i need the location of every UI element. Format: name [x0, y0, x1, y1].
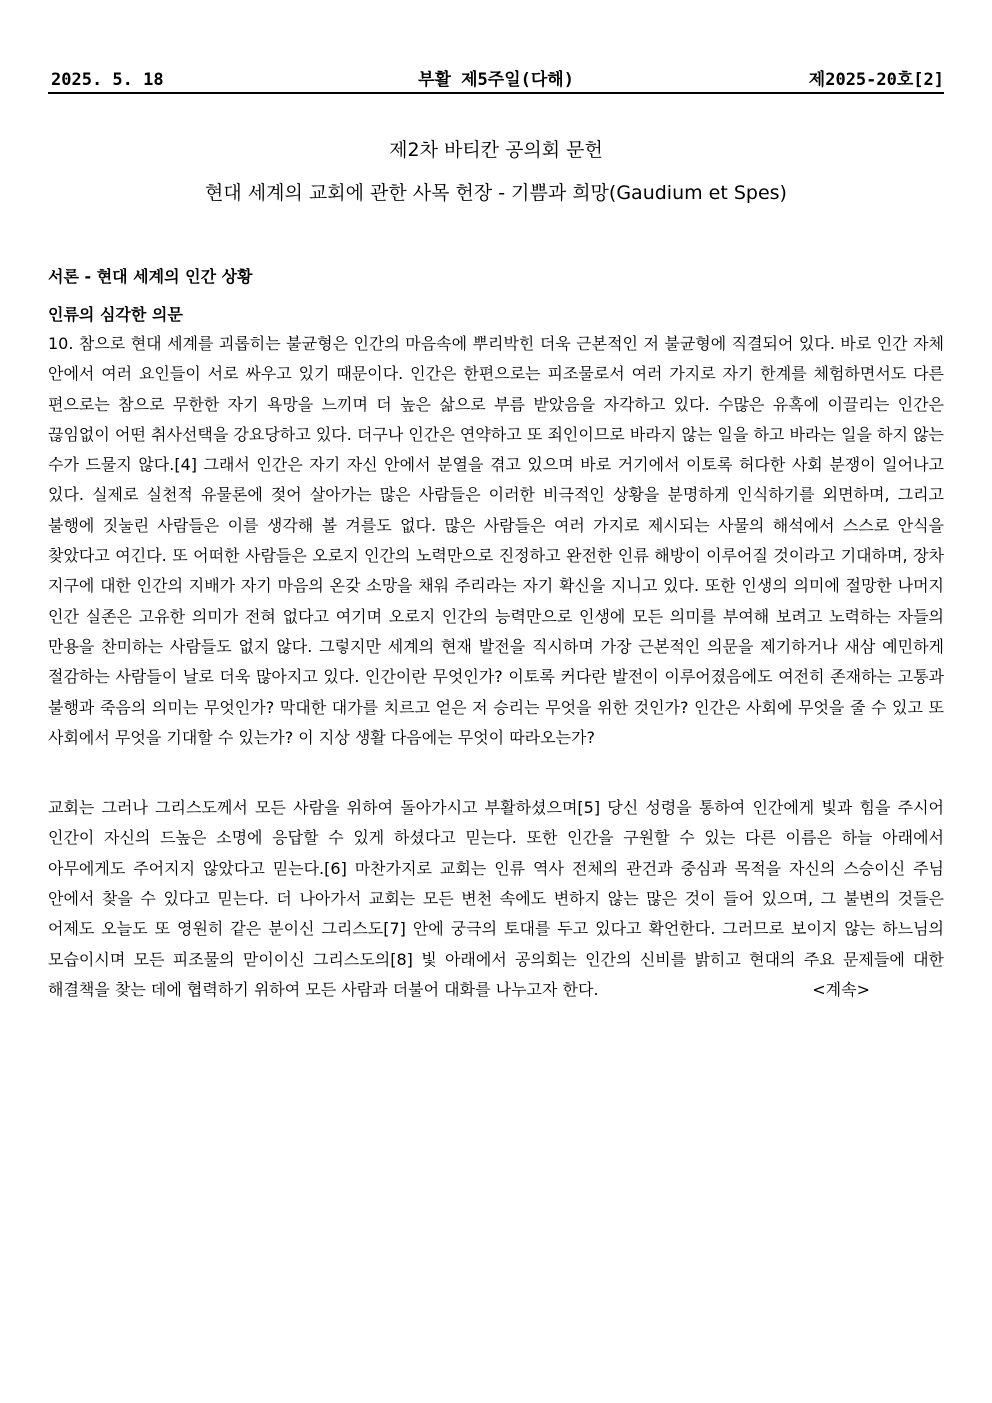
page-header	[48, 68, 944, 94]
document-page	[48, 68, 944, 1005]
header-issue-number: 제2025-20호[2]	[808, 70, 944, 90]
document-subtitle: 현대 세계의 교회에 관한 사목 헌장 - 기쁨과 희망(Gaudium et Spes)	[205, 182, 787, 204]
body-paragraph	[48, 793, 944, 1005]
body-paragraph-text: 교회는 그러나 그리스도께서 모든 사람을 위하여 돌아가시고 부활하셨으며[5] 당신 성령을 통하여 인간에게 빛과 힘을 주시어 인간이 자신의 드높은 소명에 응답할 수 있게 하셨다고 믿는다. 또한 인간을 구원할 수 있는 다른 이름은 하늘 아래에서 아무에게도 주어지지 않았다고 믿는다.[6] 마찬가지로 교회는 인류 역사 전체의 관건과 중심과 목적을 자신의 스승이신 주님 안에서 찾을 수 있다고 믿는다. 더 나아가서 교회는 모든 변천 속에도 변하지 않는 많은 것이 들어 있으며, 그 불변의 것들은 어제도 오늘도 또 영원히 같은 분이신 그리스도[7] 안에 궁극의 토대를 두고 있다고 확언한다. 그러므로 보이지 않는 하느님의 모습이시며 모든 피조물의 맏이이신 그리스도의[8] 빛 아래에서 공의회는 인간의 신비를 밝히고 현대의 주요 문제들에 대한 해결책을 찾는 데에 협력하기 위하여 모든 사람과 더불어 대화를 나누고자 한다.	[48, 798, 944, 999]
subsection-title: 인류의 심각한 의문	[48, 305, 183, 324]
header-date: 2025. 5. 18	[51, 70, 164, 90]
body-paragraph: 10. 참으로 현대 세계를 괴롭히는 불균형은 인간의 마음속에 뿌리박힌 더욱 근본적인 저 불균형에 직결되어 있다. 바로 인간 자체 안에서 여러 요인들이 서로 싸우고 있기 때문이다. 인간은 한편으로는 피조물로서 여러 가지로 자기 한계를 체험하면서도 다른 편으로는 참으로 무한한 자기 욕망을 느끼며 더 높은 삶으로 부름 받았음을 자각하고 있다. 수많은 유혹에 이끌리는 인간은 끊임없이 어떤 취사선택을 강요당하고 있다. 더구나 인간은 연약하고 또 죄인이므로 바라지 않는 일을 하고 바라는 일을 하지 않는 수가 드물지 않다.[4] 그래서 인간은 자기 자신 안에서 분열을 겪고 있으며 바로 거기에서 이토록 허다한 사회 분쟁이 일어나고 있다. 실제로 실천적 유물론에 젖어 살아가는 많은 사람들은 이러한 비극적인 상황을 분명하게 인식하기를 외면하며, 그리고 불행에 짓눌린 사람들은 이를 생각해 볼 겨를도 없다. 많은 사람들은 여러 가지로 제시되는 사물의 해석에서 스스로 안식을 찾았다고 여긴다. 또 어떠한 사람들은 오로지 인간의 노력만으로 진정하고 완전한 인류 해방이 이루어질 것이라고 기대하며, 장차 지구에 대한 인간의 지배가 자기 마음의 온갖 소망을 채워 주리라는 자기 확신을 지니고 있다. 또한 인생의 의미에 절망한 나머지 인간 실존은 고유한 의미가 전혀 없다고 여기며 오로지 인간의 능력만으로 인생에 모든 의미를 부여해 보려고 노력하는 자들의 만용을 찬미하는 사람들도 없지 않다. 그렇지만 세계의 현재 발전을 직시하며 가장 근본적인 의문을 제기하거나 새삼 예민하게 절감하는 사람들이 날로 더욱 많아지고 있다. 인간이란 무엇인가? 이토록 커다란 발전이 이루어졌음에도 여전히 존재하는 고통과 불행과 죽음의 의미는 무엇인가? 막대한 대가를 치르고 얻은 저 승리는 무엇을 위한 것인가? 인간은 사회에 무엇을 줄 수 있고 또 사회에서 무엇을 기대할 수 있는가? 이 지상 생활 다음에는 무엇이 따라오는가?	[48, 334, 944, 747]
section-title: 서론 - 현대 세계의 인간 상황	[48, 267, 253, 286]
continued-marker: <계속>	[812, 979, 870, 999]
header-sunday: 부활 제5주일(다해)	[418, 70, 574, 90]
document-title: 제2차 바티칸 공의회 문헌	[389, 139, 603, 161]
